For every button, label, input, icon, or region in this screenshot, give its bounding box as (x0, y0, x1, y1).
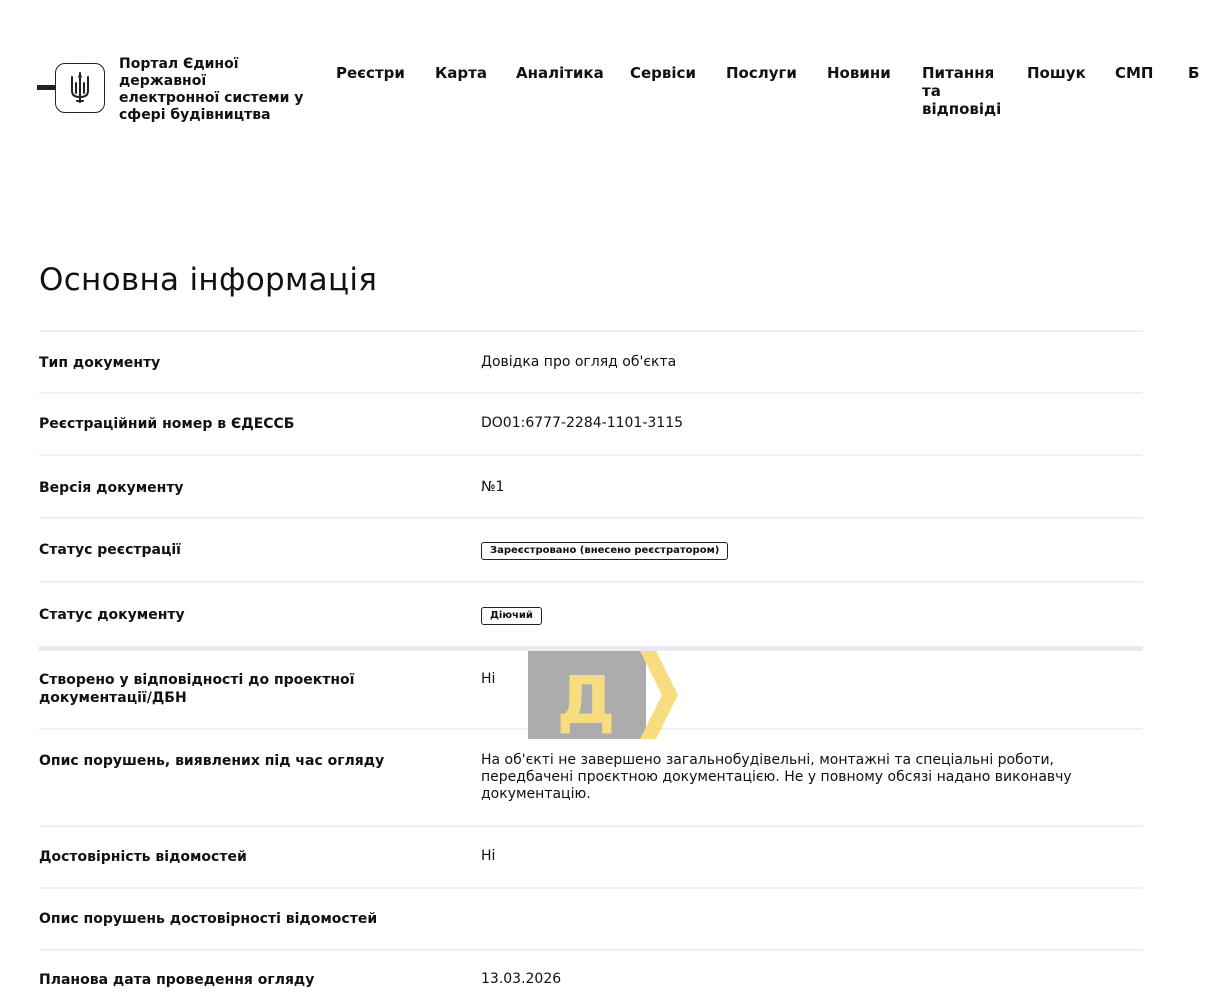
site-header (0, 0, 1205, 140)
logo-bar (37, 85, 57, 90)
info-label: Планова дата проведення огляду (39, 972, 315, 988)
info-value: №1 (481, 479, 505, 495)
info-row-doc-status (39, 581, 1143, 646)
info-label: Статус документу (39, 607, 185, 623)
status-badge: Діючий (481, 607, 542, 625)
status-badge: Зареєстровано (внесено реєстратором) (481, 542, 728, 560)
info-row-violations (39, 728, 1143, 825)
watermark-letter: Д (556, 662, 616, 739)
info-value: 13.03.2026 (481, 971, 562, 987)
info-row-version (39, 454, 1143, 517)
info-row-doc-type (39, 330, 1143, 392)
info-label: Опис порушень, виявлених під час огляду (39, 753, 385, 769)
info-value: Ні (481, 848, 496, 864)
info-value: На об'єкті не завершено загальнобудівельні, монтажні та спеціальні роботи, передбачені проєктною документацією. Не у повному обсязі надано виконавчу документацію. (481, 752, 1072, 802)
logo-mark (37, 56, 109, 116)
info-label: Реєстраційний номер в ЄДЕССБ (39, 416, 295, 432)
trident-icon (55, 63, 105, 113)
portal-logo[interactable] (37, 56, 309, 124)
info-label: Версія документу (39, 480, 184, 496)
info-label: Достовірність відомостей (39, 849, 247, 865)
nav-faq[interactable]: Питання та відповіді (922, 64, 1002, 118)
info-value: Ні (481, 671, 496, 687)
nav-map[interactable]: Карта (435, 64, 487, 82)
nav-smp[interactable]: СМП (1115, 64, 1154, 82)
info-row-reg-number (39, 392, 1143, 454)
info-label: Статус реєстрації (39, 542, 181, 558)
page-title: Основна інформація (39, 262, 378, 298)
nav-registries[interactable]: Реєстри (336, 64, 405, 82)
info-value-wrap (481, 541, 1121, 560)
nav-news[interactable]: Новини (827, 64, 891, 82)
info-value-wrap (481, 606, 1121, 625)
info-value: DO01:6777-2284-1101-3115 (481, 415, 684, 431)
nav-more[interactable]: Б (1188, 64, 1200, 82)
watermark-logo (528, 651, 678, 739)
info-label: Опис порушень достовірності відомостей (39, 911, 378, 927)
info-row-reg-status (39, 517, 1143, 581)
info-row-reliability-violations (39, 887, 1143, 949)
nav-offerings[interactable]: Послуги (726, 64, 797, 82)
portal-name: Портал Єдиної державної електронної системи у сфері будівництва (119, 56, 304, 123)
info-value: Довідка про огляд об'єкта (481, 354, 677, 370)
nav-services[interactable]: Сервіси (630, 64, 696, 82)
info-label: Створено у відповідності до проектної документації/ДБН (39, 672, 355, 706)
info-label: Тип документу (39, 355, 161, 371)
nav-analytics[interactable]: Аналітика (516, 64, 604, 82)
info-row-reliability (39, 825, 1143, 887)
info-row-planned-date (39, 949, 1143, 999)
nav-search[interactable]: Пошук (1027, 64, 1086, 82)
